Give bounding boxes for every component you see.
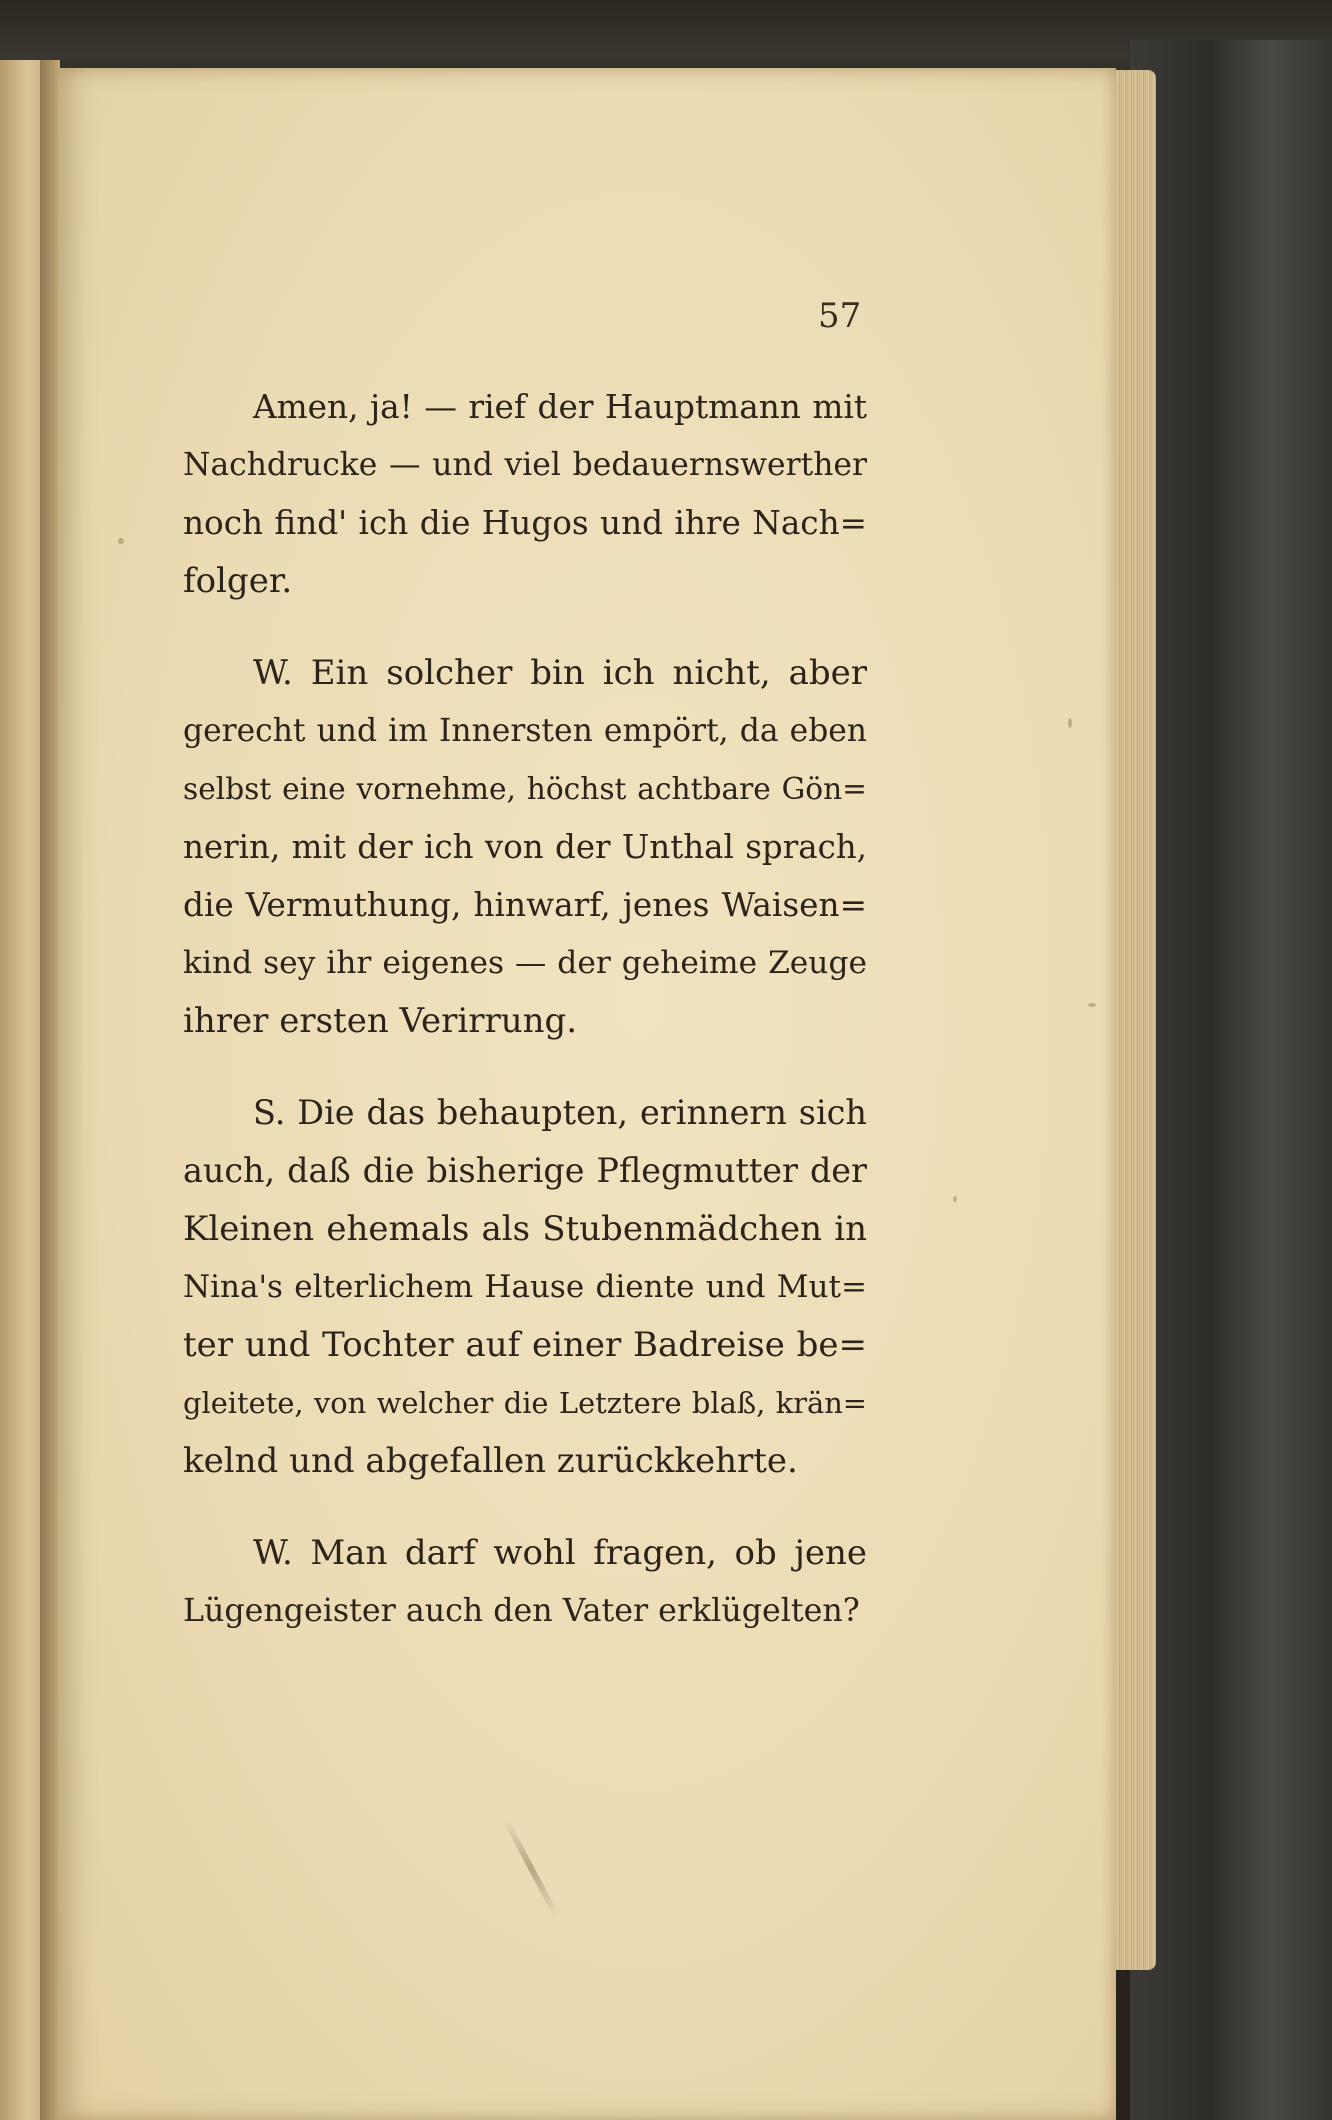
text-line: Amen, ja! — rief der Hauptmann mit xyxy=(253,388,867,426)
text-line: gleitete, von welcher die Letztere blaß, krän= xyxy=(183,1386,867,1420)
text-line: ihrer ersten Verirrung. xyxy=(183,1001,578,1041)
paragraph-gap xyxy=(183,1490,867,1524)
text-line: Lügengeister auch den Vater erklügelten? xyxy=(183,1593,860,1629)
paper-speck xyxy=(118,538,124,544)
text-line: kelnd und abgefallen zurückkehrte. xyxy=(183,1441,798,1481)
text-line: die Vermuthung, hinwarf, jenes Waisen= xyxy=(183,886,867,924)
text-line: kind sey ihr eigenes — der geheime Zeuge xyxy=(183,945,867,981)
paragraph-gap xyxy=(183,1050,867,1084)
text-line: Nachdrucke — und viel bedauernswerther xyxy=(183,447,867,483)
text-line: nerin, mit der ich von der Unthal sprach, xyxy=(183,828,867,866)
page-number: 57 xyxy=(818,296,862,336)
paper-speck xyxy=(1068,718,1072,728)
page-text xyxy=(183,378,867,1640)
paper-speck xyxy=(1088,1003,1096,1007)
text-line: W. Man darf wohl fragen, ob jene xyxy=(253,1533,867,1573)
text-line: noch find' ich die Hugos und ihre Nach= xyxy=(183,504,867,542)
text-line: Nina's elterlichem Hause diente und Mut= xyxy=(183,1269,867,1305)
book-cover-right xyxy=(1130,40,1332,2120)
paper-stain xyxy=(503,1818,560,1918)
text-line: folger. xyxy=(183,561,293,601)
text-line: Kleinen ehemals als Stubenmädchen in xyxy=(183,1209,867,1249)
paper-speck xyxy=(953,1196,957,1202)
text-line: gerecht und im Innersten empört, da eben xyxy=(183,713,867,749)
text-line: ter und Tochter auf einer Badreise be= xyxy=(183,1325,867,1365)
text-line: selbst eine vornehme, höchst achtbare Gön= xyxy=(183,772,867,806)
paragraph-gap xyxy=(183,610,867,644)
text-line: S. Die das behaupten, erinnern sich xyxy=(253,1093,867,1132)
text-line: auch, daß die bisherige Pflegmutter der xyxy=(183,1151,867,1190)
text-line: W. Ein solcher bin ich nicht, aber xyxy=(253,653,867,693)
book-gutter xyxy=(40,60,60,2120)
